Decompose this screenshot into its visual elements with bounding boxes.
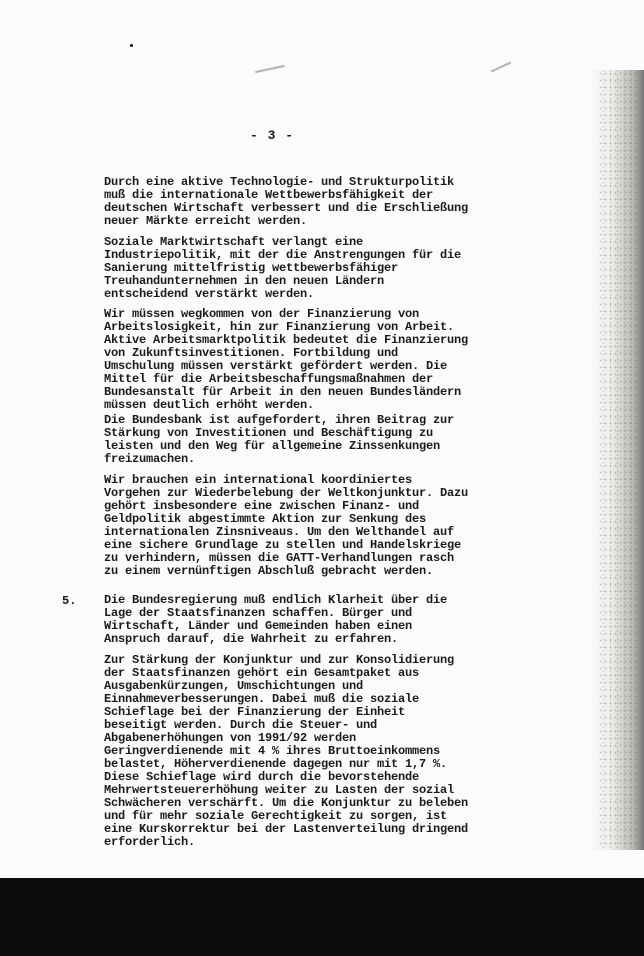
text-line: der Staatsfinanzen gehört ein Gesamtpaket aus <box>104 666 420 680</box>
text-line: zu verhindern, müssen die GATT-Verhandlungen rasch <box>104 551 455 565</box>
text-line: Schwächeren verschärft. Um die Konjunktur zu beleben <box>104 796 469 810</box>
text-line: Ausgabenkürzungen, Umschichtungen und <box>104 679 364 693</box>
text-line: Einnahmeverbesserungen. Dabei muß die soziale <box>104 692 420 706</box>
page-number: - 3 - <box>250 128 295 143</box>
text-line: Die Bundesregierung muß endlich Klarheit über die <box>104 593 448 607</box>
text-line: Abgabenerhöhungen von 1991/92 werden <box>104 731 357 745</box>
text-line: Diese Schieflage wird durch die bevorstehende <box>104 770 420 784</box>
text-line: belastet, Höherverdienende dagegen nur mit 1,7 %. <box>104 757 448 771</box>
text-line: deutschen Wirtschaft verbessert und die Erschließung <box>104 201 469 215</box>
paragraph-4 <box>104 414 484 466</box>
text-line: Soziale Marktwirtschaft verlangt eine <box>104 235 364 249</box>
scan-dot <box>130 44 133 47</box>
text-line: Umschulung müssen verstärkt gefördert werden. Die <box>104 359 448 373</box>
text-line: Zur Stärkung der Konjunktur und zur Konsolidierung <box>104 653 455 667</box>
scan-smudge <box>255 65 285 73</box>
scan-bottom-border <box>0 878 644 956</box>
text-line: zu einem vernünftigen Abschluß gebracht werden. <box>104 564 434 578</box>
text-line: Schieflage bei der Finanzierung der Einheit <box>104 705 406 719</box>
text-line: Durch eine aktive Technologie- und Strukturpolitik <box>104 175 455 189</box>
paragraph-1 <box>104 176 484 228</box>
scan-edge-noise <box>598 70 638 850</box>
text-line: Treuhandunternehmen in den neuen Ländern <box>104 274 385 288</box>
paragraph-2 <box>104 236 484 301</box>
text-line: Geringverdienende mit 4 % ihres Bruttoeinkommens <box>104 744 441 758</box>
text-line: von Zukunftsinvestitionen. Fortbildung und <box>104 346 399 360</box>
text-line: Wir müssen wegkommen von der Finanzierung von <box>104 307 420 321</box>
scan-smudge <box>491 61 512 72</box>
text-line: eine sichere Grundlage zu stellen und Handelskriege <box>104 538 462 552</box>
item-5-paragraph-1 <box>104 594 484 646</box>
text-line: eine Kurskorrektur bei der Lastenverteilung dringend <box>104 822 469 836</box>
text-line: Aktive Arbeitsmarktpolitik bedeutet die Finanzierung <box>104 333 469 347</box>
text-line: Arbeitslosigkeit, hin zur Finanzierung von Arbeit. <box>104 320 455 334</box>
text-line: Wirtschaft, Länder und Gemeinden haben einen <box>104 619 413 633</box>
text-line: Anspruch darauf, die Wahrheit zu erfahren. <box>104 632 399 646</box>
text-line: Bundesanstalt für Arbeit in den neuen Bundesländern <box>104 385 462 399</box>
text-line: muß die internationale Wettbewerbsfähigkeit der <box>104 188 434 202</box>
paragraph-5 <box>104 474 484 578</box>
text-line: und für mehr soziale Gerechtigkeit zu sorgen, ist <box>104 809 448 823</box>
paragraph-3 <box>104 308 484 412</box>
text-line: entscheidend verstärkt werden. <box>104 287 315 301</box>
item-5-paragraph-2 <box>104 654 484 849</box>
item-number: 5. <box>62 594 77 608</box>
text-line: Mehrwertsteuererhöhung weiter zu Lasten der sozial <box>104 783 455 797</box>
text-line: leisten und den Weg für allgemeine Zinssenkungen <box>104 439 441 453</box>
text-line: Lage der Staatsfinanzen schaffen. Bürger und <box>104 606 413 620</box>
text-line: Sanierung mittelfristig wettbewerbsfähiger <box>104 261 399 275</box>
text-line: Geldpolitik abgestimmte Aktion zur Senkung des <box>104 512 427 526</box>
text-line: Stärkung von Investitionen und Beschäftigung zu <box>104 426 434 440</box>
text-line: gehört insbesondere eine zwischen Finanz- und <box>104 499 420 513</box>
text-line: müssen deutlich erhöht werden. <box>104 398 315 412</box>
text-line: Wir brauchen ein international koordiniertes <box>104 473 413 487</box>
text-line: Die Bundesbank ist aufgefordert, ihren Beitrag zur <box>104 413 455 427</box>
text-line: freizumachen. <box>104 452 196 466</box>
text-line: Vorgehen zur Wiederbelebung der Weltkonjunktur. Dazu <box>104 486 469 500</box>
text-line: internationalen Zinsniveaus. Um den Welthandel auf <box>104 525 455 539</box>
text-line: Industriepolitik, mit der die Anstrengungen für die <box>104 248 462 262</box>
text-line: neuer Märkte erreicht werden. <box>104 214 308 228</box>
text-line: Mittel für die Arbeitsbeschaffungsmaßnahmen der <box>104 372 434 386</box>
text-line: erforderlich. <box>104 835 196 849</box>
text-line: beseitigt werden. Durch die Steuer- und <box>104 718 378 732</box>
